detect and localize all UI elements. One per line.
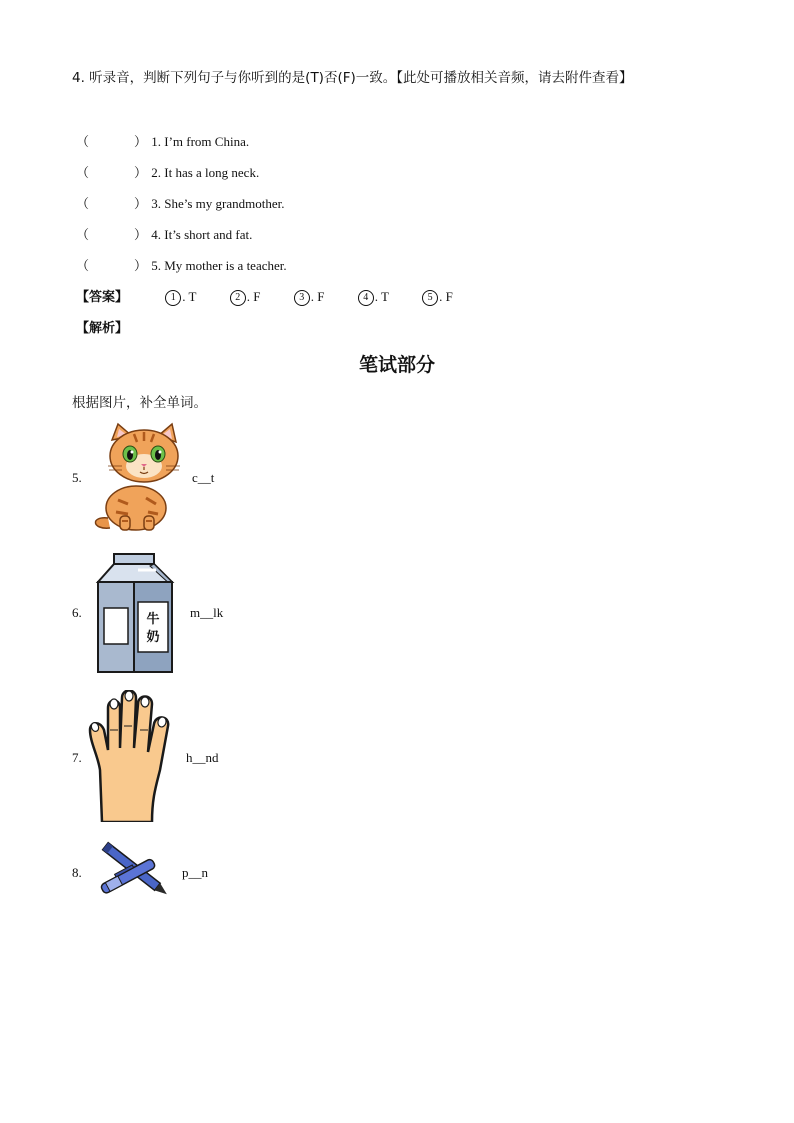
tf-item-text: 1. I’m from China. <box>151 134 250 149</box>
tf-item-text: 2. It has a long neck. <box>151 165 260 180</box>
analysis-tag: 【解析】 <box>76 321 129 336</box>
answer-blank-open: （ <box>76 196 90 211</box>
answer-value: . T <box>182 289 197 304</box>
carton-label-text: 奶 <box>146 630 160 645</box>
item-number-6: 6. <box>72 605 82 620</box>
answer-blank-close: ） <box>134 227 148 242</box>
answer-blank-close: ） <box>134 258 148 273</box>
answer-blank-close: ） <box>134 134 148 149</box>
answer-blank-open: （ <box>76 134 90 149</box>
tf-item-1 <box>76 131 249 150</box>
circled-number: 3 <box>294 290 310 306</box>
answer-item-5 <box>422 289 453 306</box>
word-blank-7: h__nd <box>186 750 219 765</box>
milk-carton-icon <box>94 552 180 676</box>
section-title: 笔试部分 <box>358 354 435 376</box>
hand-icon <box>86 690 176 822</box>
question-4-title: 4. 听录音，判断下列句子与你听到的是(T)否(F)一致。【此处可播放相关音频，请去附件查看】 <box>72 70 633 86</box>
instruction: 根据图片，补全单词。 <box>72 395 207 411</box>
answer-blank-open: （ <box>76 165 90 180</box>
item-number-7: 7. <box>72 750 82 765</box>
answer-blank-open: （ <box>76 227 90 242</box>
word-blank-5: c__t <box>192 470 215 485</box>
tf-item-4 <box>76 224 252 243</box>
tf-item-5 <box>76 255 287 274</box>
answer-item-3 <box>294 289 325 306</box>
circled-number: 2 <box>230 290 246 306</box>
cat-icon <box>88 420 188 534</box>
word-blank-8: p__n <box>182 865 208 880</box>
answer-item-2 <box>230 289 261 306</box>
tf-item-text: 5. My mother is a teacher. <box>151 258 287 273</box>
answer-value: . F <box>310 289 325 304</box>
tf-item-text: 4. It’s short and fat. <box>151 227 253 242</box>
item-number-8: 8. <box>72 865 82 880</box>
answer-row <box>76 286 483 306</box>
tf-item-2 <box>76 162 259 181</box>
answer-value: . F <box>246 289 261 304</box>
answer-value: . T <box>374 289 389 304</box>
word-blank-6: m__lk <box>190 605 224 620</box>
answer-item-4 <box>358 289 389 306</box>
answer-blank-close: ） <box>134 165 148 180</box>
answer-item-1 <box>165 289 196 306</box>
tf-item-3 <box>76 193 285 212</box>
answer-blank-close: ） <box>134 196 148 211</box>
pen-icon <box>94 834 178 910</box>
tf-item-text: 3. She’s my grandmother. <box>151 196 285 211</box>
circled-number: 1 <box>165 290 181 306</box>
answer-tag: 【答案】 <box>76 290 129 305</box>
circled-number: 4 <box>358 290 374 306</box>
circled-number: 5 <box>422 290 438 306</box>
answer-blank-open: （ <box>76 258 90 273</box>
item-number-5: 5. <box>72 470 82 485</box>
answer-value: . F <box>439 289 453 304</box>
carton-label-text: 牛 <box>146 612 160 627</box>
